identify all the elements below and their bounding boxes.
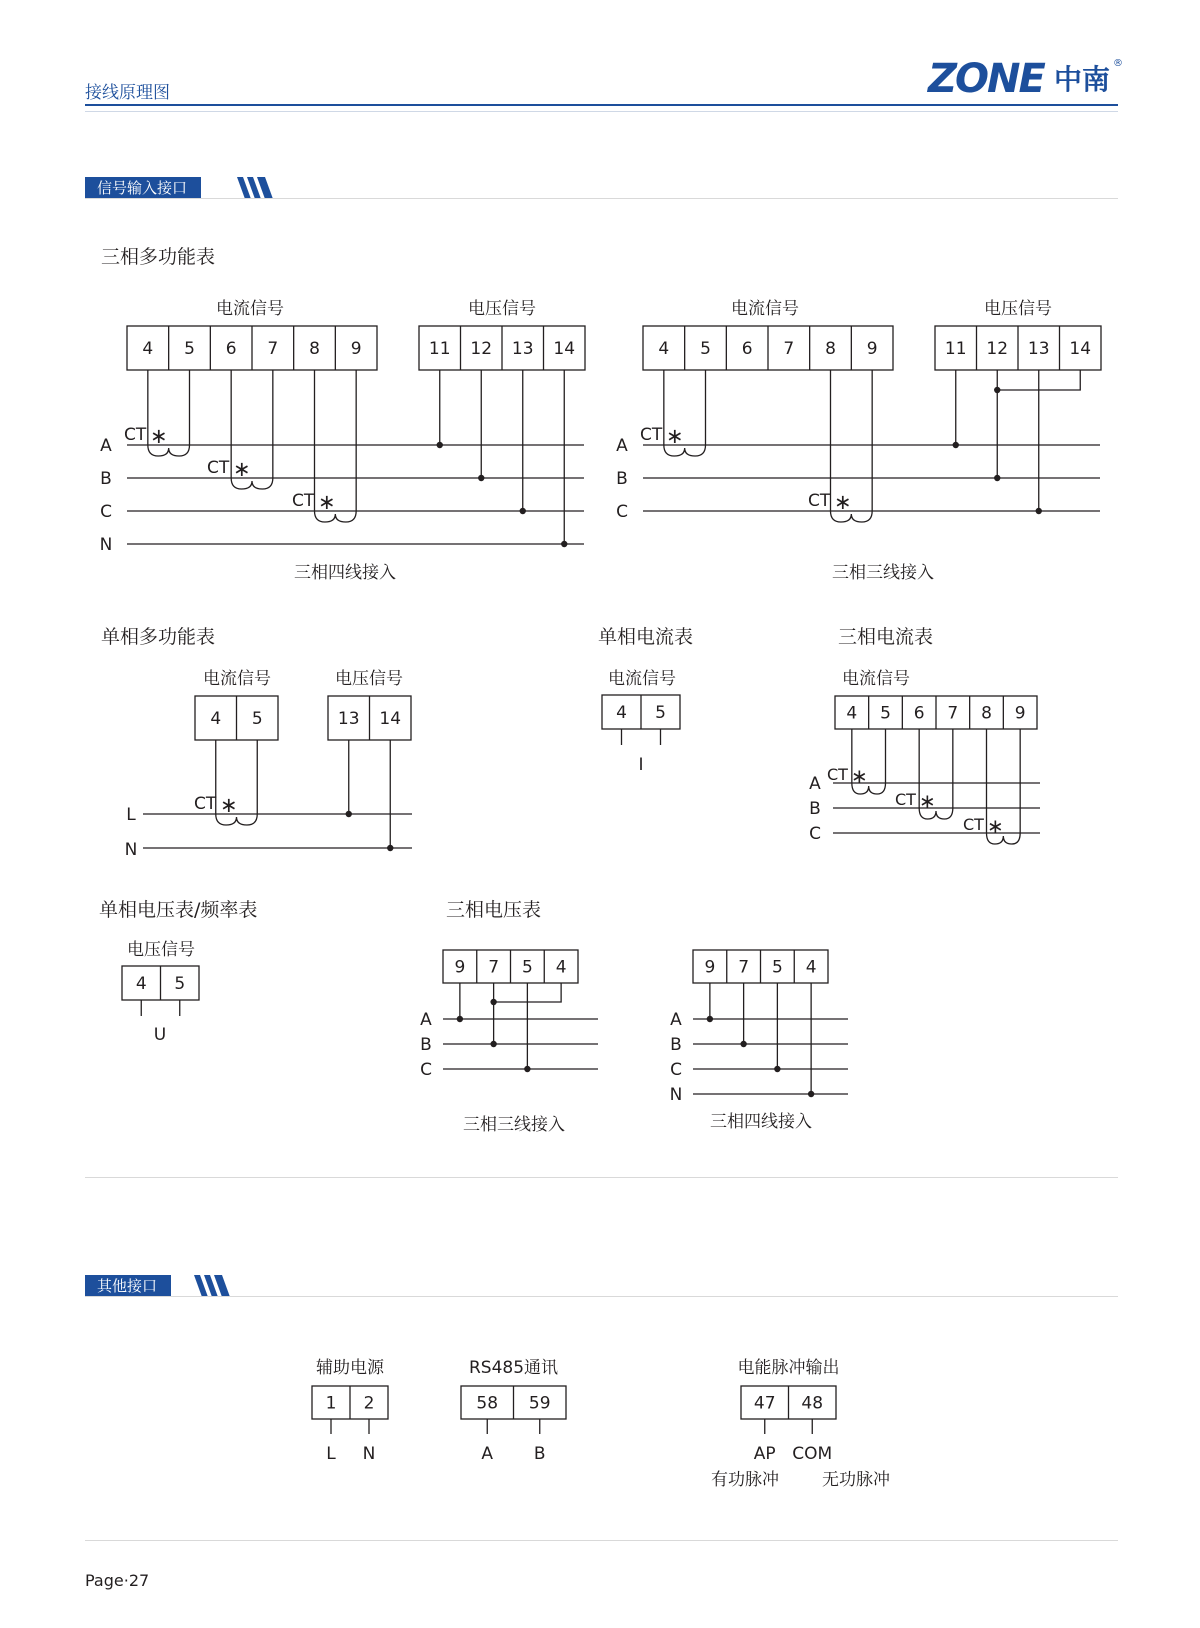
ct-star: ∗ — [851, 764, 868, 788]
junction-dot — [1036, 508, 1042, 514]
junction-dot — [953, 442, 959, 448]
ct-label: CT — [124, 425, 147, 445]
current-signal-label: 电流信号 — [731, 299, 799, 319]
terminal-number: 4 — [805, 957, 817, 978]
voltage-signal-label: 电压信号 — [468, 299, 536, 319]
pulse-note-reactive: 无功脉冲 — [822, 1470, 890, 1490]
terminal-number: 4 — [616, 703, 627, 723]
terminal-number: 9 — [866, 339, 878, 359]
phase-label: B — [616, 469, 628, 489]
junction-dot — [478, 475, 484, 481]
ct-star: ∗ — [220, 793, 238, 817]
logo-word: ZONE — [928, 56, 1044, 102]
phase-label: N — [99, 535, 113, 555]
terminal-number: 6 — [225, 339, 237, 359]
junction-dot — [774, 1066, 780, 1072]
terminal-number: 14 — [379, 709, 402, 729]
phase-label: A — [100, 436, 112, 456]
terminal-number: 14 — [1069, 339, 1092, 359]
ct-label: CT — [194, 794, 217, 814]
terminal-number: 1 — [325, 1393, 337, 1414]
pulse-note-active: 有功脉冲 — [711, 1470, 779, 1490]
caption-four-wire: 三相四线接入 — [710, 1112, 812, 1132]
ct-label: CT — [292, 491, 315, 511]
rs485-pin-label: B — [533, 1444, 546, 1464]
terminal-number: 7 — [488, 957, 500, 978]
voltage-signal-label: 电压信号 — [127, 940, 195, 960]
title-three-phase-multi: 三相多功能表 — [101, 246, 216, 268]
ct-label: CT — [207, 458, 230, 478]
terminal-number: 8 — [981, 703, 992, 724]
rs485-title: RS485通讯 — [468, 1358, 559, 1378]
ct-star: ∗ — [150, 424, 168, 448]
junction-dot — [740, 1041, 746, 1047]
terminal-number: 4 — [210, 709, 222, 729]
current-label: I — [638, 755, 644, 775]
ct-star: ∗ — [834, 490, 852, 514]
terminal-number: 4 — [142, 339, 154, 359]
terminal-number: 4 — [846, 703, 858, 724]
junction-dot — [994, 475, 1000, 481]
pulse-output-title: 电能脉冲输出 — [737, 1358, 840, 1378]
caption-three-wire: 三相三线接入 — [832, 563, 934, 583]
junction-dot — [707, 1016, 713, 1022]
current-signal-label: 电流信号 — [216, 299, 284, 319]
title-three-phase-current: 三相电流表 — [838, 626, 934, 648]
terminal-number: 13 — [337, 709, 360, 729]
junction-dot — [994, 387, 1000, 393]
junction-dot — [346, 811, 352, 817]
junction-dot — [808, 1091, 814, 1097]
voltage-label: U — [153, 1025, 167, 1045]
title-single-phase-multi: 单相多功能表 — [101, 626, 216, 648]
terminal-number: 9 — [1014, 703, 1026, 724]
terminal-number: 58 — [476, 1393, 499, 1414]
terminal-number: 4 — [135, 974, 147, 994]
terminal-number: 5 — [251, 709, 263, 729]
ct-label: CT — [963, 815, 984, 834]
aux-power-title: 辅助电源 — [316, 1358, 384, 1378]
ct-star: ∗ — [919, 789, 936, 813]
current-signal-label: 电流信号 — [203, 669, 271, 689]
phase-label: C — [809, 824, 821, 844]
pulse-output-pin-label: AP — [753, 1444, 776, 1464]
phase-label: C — [100, 502, 112, 522]
phase-label: A — [420, 1010, 432, 1030]
terminal-number: 12 — [986, 339, 1009, 359]
terminal-number: 5 — [700, 339, 711, 359]
terminal-number: 5 — [771, 957, 783, 978]
ct-star: ∗ — [318, 490, 336, 514]
phase-label: N — [124, 840, 138, 860]
phase-label: B — [420, 1035, 432, 1055]
terminal-number: 9 — [454, 957, 466, 978]
junction-dot — [520, 508, 526, 514]
page-header-title: 接线原理图 — [85, 83, 170, 103]
terminal-number: 5 — [521, 957, 533, 978]
ct-label: CT — [895, 790, 916, 809]
phase-label: C — [616, 502, 628, 522]
voltage-signal-label: 电压信号 — [984, 299, 1052, 319]
title-single-phase-voltage: 单相电压表/频率表 — [99, 899, 258, 921]
junction-dot — [387, 845, 393, 851]
terminal-number: 4 — [658, 339, 670, 359]
junction-dot — [490, 999, 496, 1005]
current-signal-label: 电流信号 — [842, 669, 910, 689]
phase-label: B — [670, 1035, 682, 1055]
phase-label: B — [100, 469, 112, 489]
junction-dot — [437, 442, 443, 448]
ct-star: ∗ — [233, 457, 251, 481]
phase-label: A — [616, 436, 628, 456]
junction-dot — [490, 1041, 496, 1047]
junction-dot — [457, 1016, 463, 1022]
terminal-number: 59 — [528, 1393, 551, 1414]
terminal-number: 48 — [801, 1393, 824, 1414]
ct-label: CT — [640, 425, 663, 445]
terminal-number: 9 — [350, 339, 362, 359]
ct-label: CT — [808, 491, 831, 511]
phase-label: A — [670, 1010, 682, 1030]
logo-registered-mark: ® — [1113, 58, 1123, 69]
page-number: Page·27 — [85, 1571, 150, 1590]
ct-label: CT — [827, 765, 848, 784]
phase-label: C — [420, 1060, 432, 1080]
terminal-number: 8 — [825, 339, 836, 359]
terminal-number: 8 — [309, 339, 320, 359]
caption-four-wire: 三相四线接入 — [294, 563, 396, 583]
pulse-output-pin-label: COM — [792, 1444, 833, 1464]
phase-label: L — [126, 805, 136, 825]
section-title-other: 其他接口 — [85, 1275, 171, 1297]
terminal-number: 7 — [947, 703, 959, 724]
terminal-number: 4 — [555, 957, 567, 978]
phase-label: C — [670, 1060, 682, 1080]
terminal-number: 6 — [913, 703, 925, 724]
terminal-number: 11 — [428, 339, 451, 359]
terminal-number: 6 — [741, 339, 753, 359]
terminal-number: 5 — [880, 703, 891, 724]
terminal-number: 5 — [174, 974, 186, 994]
voltage-signal-label: 电压信号 — [335, 669, 403, 689]
terminal-number: 13 — [511, 339, 534, 359]
aux-power-pin-label: N — [362, 1444, 376, 1464]
terminal-number: 9 — [704, 957, 716, 978]
terminal-number: 13 — [1027, 339, 1050, 359]
terminal-number: 5 — [184, 339, 195, 359]
junction-dot — [561, 541, 567, 547]
rs485-pin-label: A — [481, 1444, 494, 1464]
phase-label: A — [809, 774, 821, 794]
current-signal-label: 电流信号 — [608, 669, 676, 689]
caption-three-wire: 三相三线接入 — [463, 1115, 565, 1135]
terminal-number: 5 — [655, 703, 666, 723]
terminal-number: 12 — [470, 339, 493, 359]
junction-dot — [524, 1066, 530, 1072]
terminal-number: 2 — [363, 1393, 375, 1414]
ct-star: ∗ — [987, 814, 1004, 838]
phase-label: B — [809, 799, 821, 819]
title-three-phase-voltage: 三相电压表 — [446, 899, 542, 921]
title-single-phase-current: 单相电流表 — [598, 626, 694, 648]
terminal-number: 11 — [944, 339, 967, 359]
terminal-number: 47 — [753, 1393, 776, 1414]
aux-power-pin-label: L — [326, 1444, 336, 1464]
ct-star: ∗ — [666, 424, 684, 448]
phase-label: N — [669, 1085, 683, 1105]
terminal-number: 14 — [553, 339, 576, 359]
section-title-signal: 信号输入接口 — [85, 177, 201, 199]
terminal-number: 7 — [267, 339, 279, 359]
logo-chinese: 中南 — [1054, 63, 1111, 96]
terminal-number: 7 — [738, 957, 750, 978]
terminal-number: 7 — [783, 339, 795, 359]
